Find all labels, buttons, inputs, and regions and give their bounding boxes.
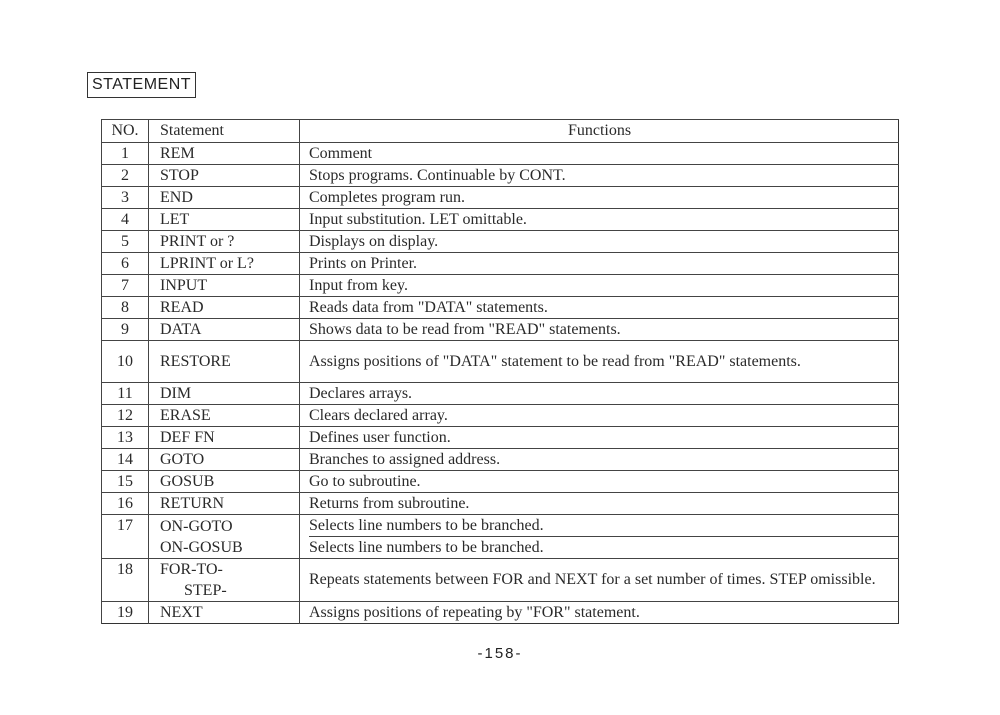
row-number: 3 (102, 187, 149, 209)
table-row (102, 383, 899, 405)
row-number: 9 (102, 319, 149, 341)
table-row (102, 449, 899, 471)
row-number: 10 (102, 341, 149, 383)
row-number: 5 (102, 231, 149, 253)
row-number: 15 (102, 471, 149, 493)
table-row (102, 405, 899, 427)
row-number: 19 (102, 602, 149, 624)
row-statement: REM (149, 143, 300, 165)
table-row (102, 165, 899, 187)
row-statement: INPUT (149, 275, 300, 297)
table-header-row (102, 120, 899, 143)
row-function: Defines user function. (300, 427, 899, 449)
row-function: Input substitution. LET omittable. (300, 209, 899, 231)
row-function-line: Selects line numbers to be branched. (309, 539, 544, 556)
row-function: Returns from subroutine. (300, 493, 899, 515)
row-function-line: Selects line numbers to be branched. (309, 515, 898, 537)
row-function: Comment (300, 143, 899, 165)
row-statement: PRINT or ? (149, 231, 300, 253)
row-statement: RESTORE (149, 341, 300, 383)
row-function: Stops programs. Continuable by CONT. (300, 165, 899, 187)
row-number: 14 (102, 449, 149, 471)
row-statement: READ (149, 297, 300, 319)
column-header-statement: Statement (149, 120, 300, 143)
row-statement: LPRINT or L? (149, 253, 300, 275)
row-statement-line: ON-GOSUB (160, 538, 243, 556)
row-function: Repeats statements between FOR and NEXT for a set number of times. STEP omissible. (300, 559, 899, 602)
table-row (102, 427, 899, 449)
table-row (102, 493, 899, 515)
row-number: 17 (102, 515, 149, 559)
row-statement (149, 559, 300, 602)
row-function: Prints on Printer. (300, 253, 899, 275)
row-number: 11 (102, 383, 149, 405)
row-statement: GOTO (149, 449, 300, 471)
section-heading: STATEMENT (87, 72, 196, 98)
page-number: -158- (477, 645, 523, 662)
table-row (102, 297, 899, 319)
row-function: Completes program run. (300, 187, 899, 209)
row-function: Declares arrays. (300, 383, 899, 405)
row-function: Input from key. (300, 275, 899, 297)
table-row (102, 559, 899, 602)
row-statement: END (149, 187, 300, 209)
row-number: 6 (102, 253, 149, 275)
row-function: Clears declared array. (300, 405, 899, 427)
row-function: Assigns positions of "DATA" statement to be read from "READ" statements. (300, 341, 899, 383)
row-statement: ERASE (149, 405, 300, 427)
row-number: 18 (102, 559, 149, 602)
row-statement (149, 515, 300, 559)
row-function (300, 515, 899, 559)
table-row (102, 515, 899, 559)
row-statement-line: FOR-TO- (160, 561, 223, 578)
row-function: Displays on display. (300, 231, 899, 253)
table-row (102, 471, 899, 493)
row-function: Go to subroutine. (300, 471, 899, 493)
table-row (102, 341, 899, 383)
table-row (102, 143, 899, 165)
row-function: Branches to assigned address. (300, 449, 899, 471)
row-number: 12 (102, 405, 149, 427)
row-statement: RETURN (149, 493, 300, 515)
row-statement: DATA (149, 319, 300, 341)
row-number: 13 (102, 427, 149, 449)
table-row (102, 209, 899, 231)
table-row (102, 253, 899, 275)
statement-table (101, 119, 899, 624)
row-statement-line: ON-GOTO (160, 517, 233, 535)
table-row (102, 231, 899, 253)
row-statement: DIM (149, 383, 300, 405)
table-row (102, 187, 899, 209)
row-statement: STOP (149, 165, 300, 187)
row-statement: GOSUB (149, 471, 300, 493)
row-number: 4 (102, 209, 149, 231)
row-number: 8 (102, 297, 149, 319)
row-number: 1 (102, 143, 149, 165)
row-statement: NEXT (149, 602, 300, 624)
column-header-no: NO. (102, 120, 149, 143)
row-number: 7 (102, 275, 149, 297)
table-row (102, 602, 899, 624)
table-row (102, 275, 899, 297)
row-function: Reads data from "DATA" statements. (300, 297, 899, 319)
row-function: Assigns positions of repeating by "FOR" statement. (300, 602, 899, 624)
column-header-functions: Functions (300, 120, 899, 143)
row-statement-line: STEP- (184, 582, 227, 599)
row-number: 2 (102, 165, 149, 187)
row-statement: DEF FN (149, 427, 300, 449)
row-function: Shows data to be read from "READ" statements. (300, 319, 899, 341)
row-number: 16 (102, 493, 149, 515)
row-statement: LET (149, 209, 300, 231)
table-row (102, 319, 899, 341)
